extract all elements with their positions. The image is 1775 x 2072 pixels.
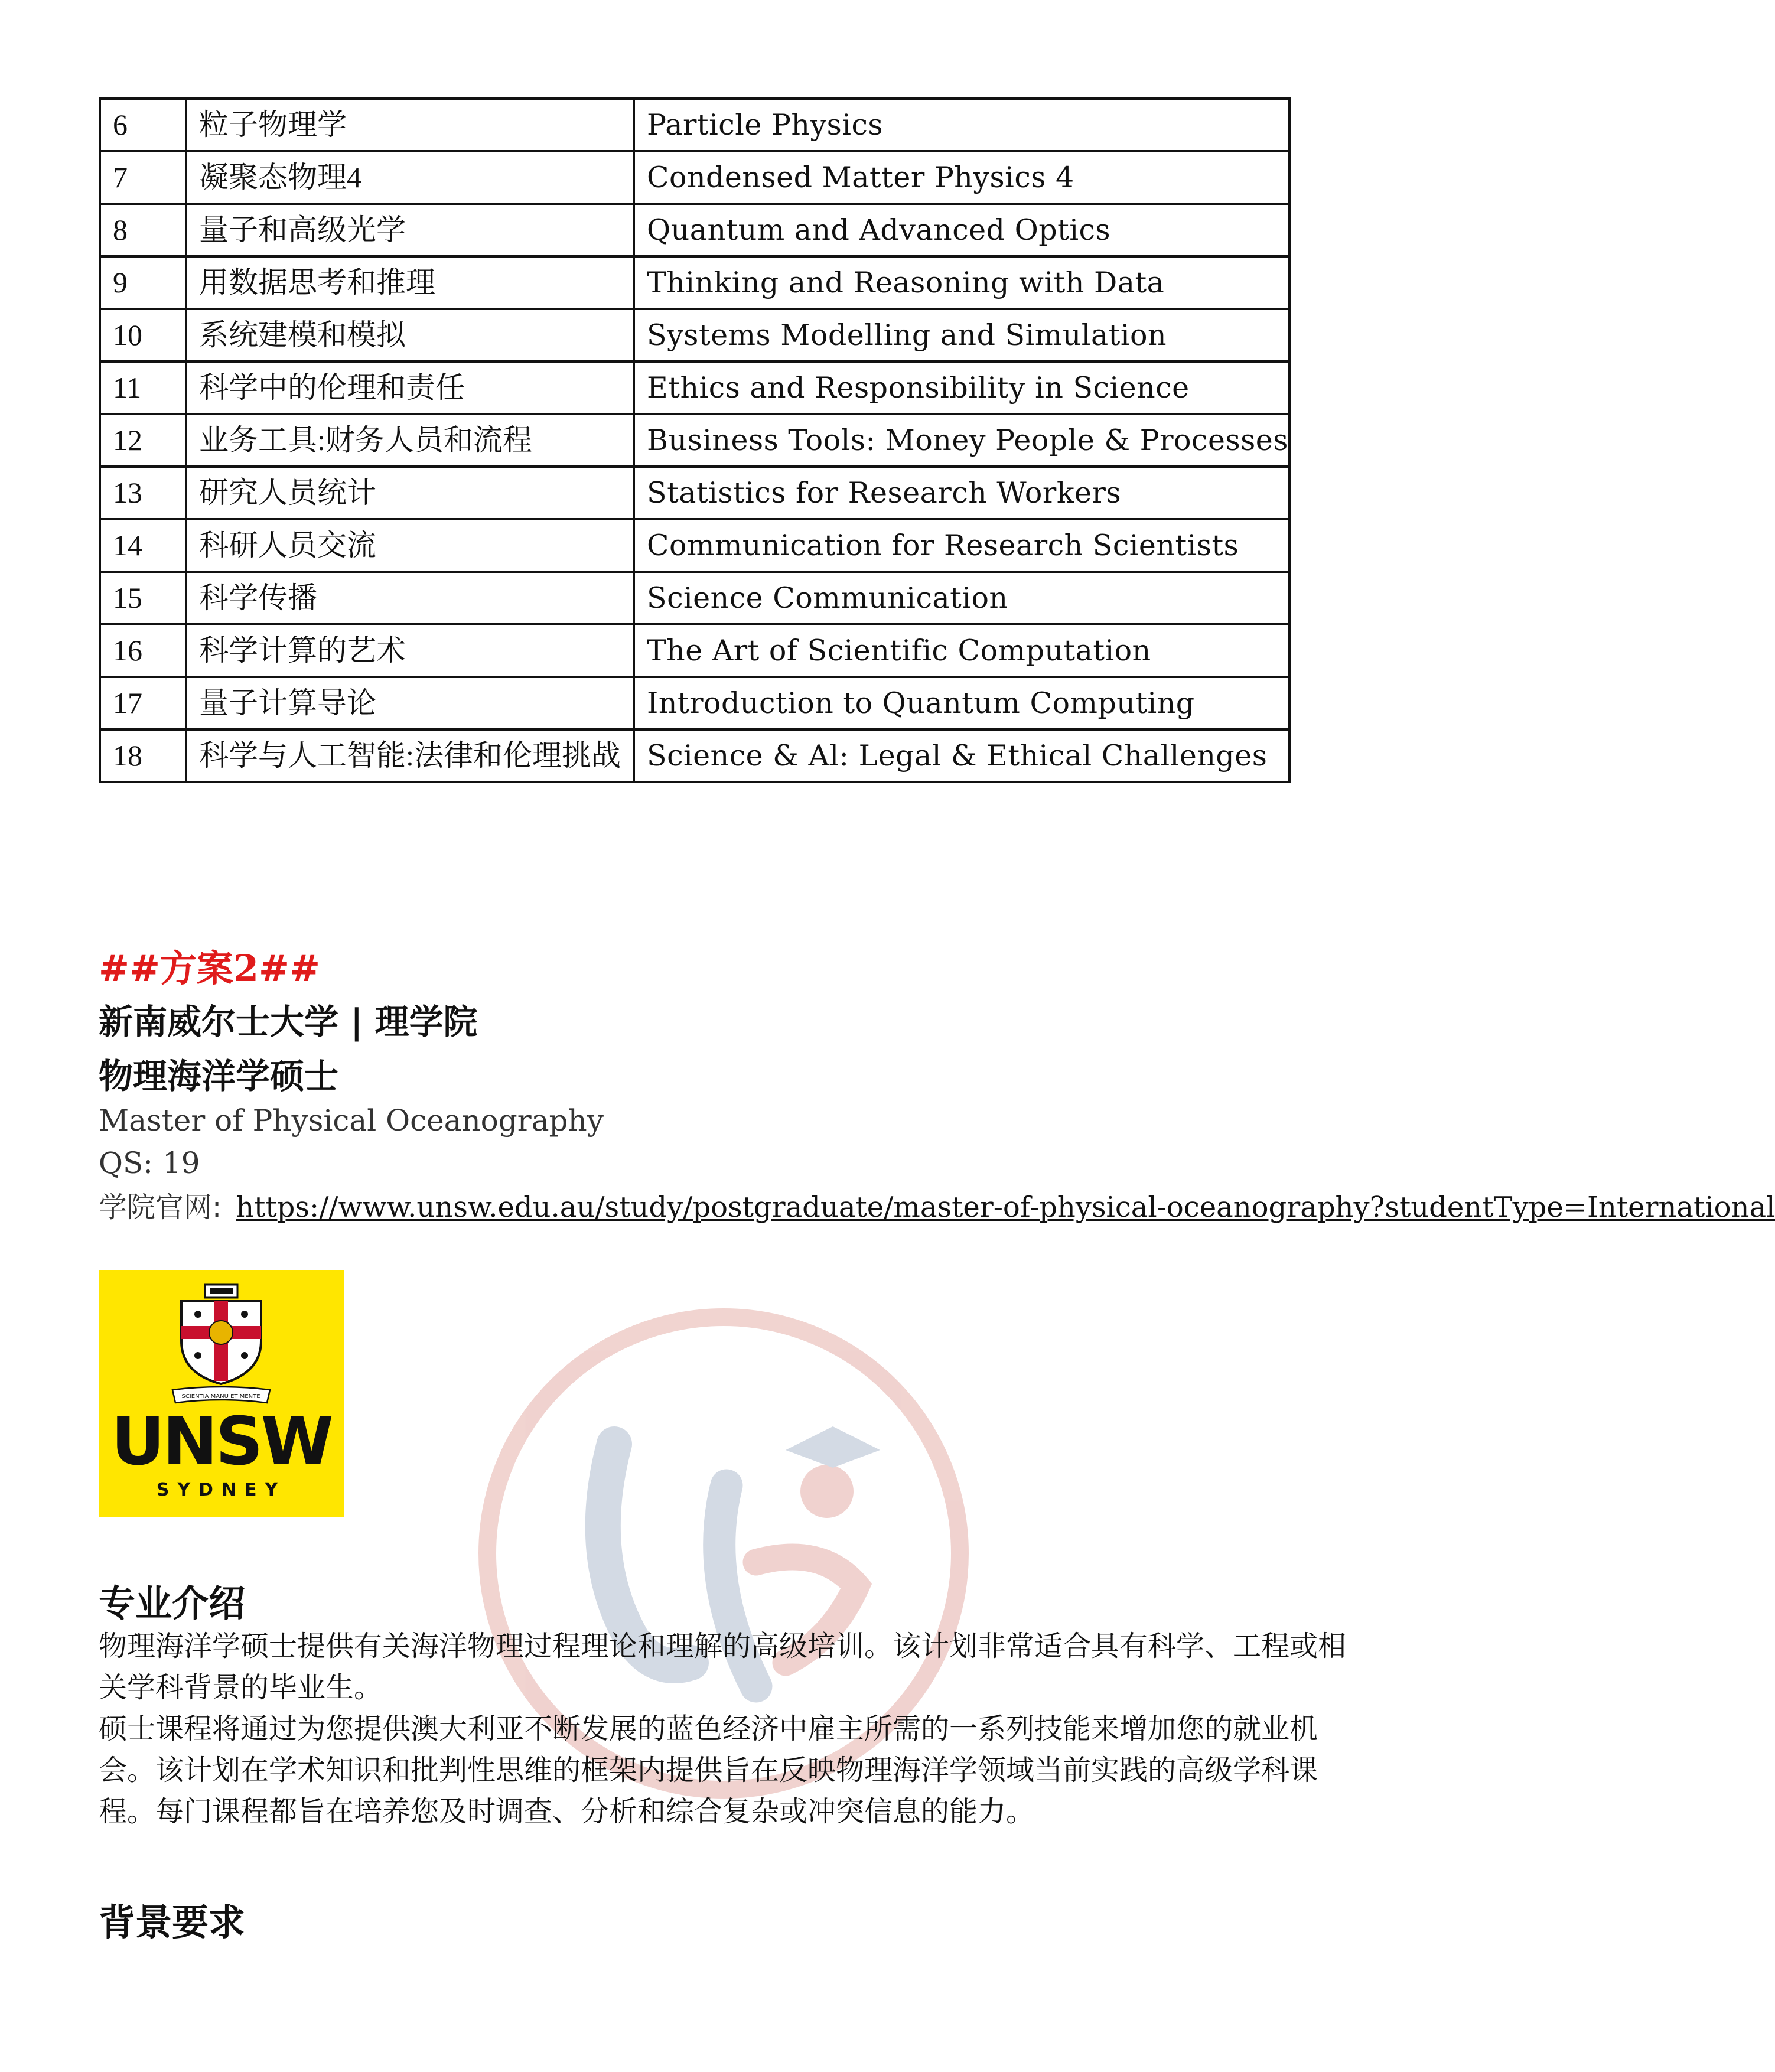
course-name-en: Thinking and Reasoning with Data (634, 256, 1289, 309)
course-name-cn: 业务工具:财务人员和流程 (186, 414, 634, 467)
course-name-cn: 用数据思考和推理 (186, 256, 634, 309)
course-name-en: Particle Physics (634, 99, 1289, 151)
intro-paragraph: 硕士课程将通过为您提供澳大利亚不断发展的蓝色经济中雇主所需的一系列技能来增加您的就业机会。该计划在学术知识和批判性思维的框架内提供旨在反映物理海洋学领域当前实践的高级学科课程。每门课程都旨在培养您及时调查、分析和综合复杂或冲突信息的能力。 (99, 1712, 1318, 1828)
course-number: 17 (100, 677, 186, 729)
course-name-en: Ethics and Responsibility in Science (634, 361, 1289, 414)
course-name-en: Communication for Research Scientists (634, 519, 1289, 572)
table-row (100, 519, 1289, 572)
course-number: 9 (100, 256, 186, 309)
course-name-cn: 科学计算的艺术 (186, 624, 634, 677)
crest-icon (175, 1285, 267, 1385)
course-number: 12 (100, 414, 186, 467)
course-name-cn: 科研人员交流 (186, 519, 634, 572)
course-name-en: Quantum and Advanced Optics (634, 204, 1289, 256)
unsw-logo (99, 1270, 344, 1517)
motto-text: SCIENTIA MANU ET MENTE (181, 1393, 260, 1400)
qs-ranking: QS: 19 (99, 1146, 200, 1180)
logo-subtitle: SYDNEY (156, 1480, 286, 1500)
official-site-link[interactable]: https://www.unsw.edu.au/study/postgraduate/master-of-physical-oceanography?studentType=International (236, 1191, 1775, 1224)
course-name-cn: 研究人员统计 (186, 467, 634, 519)
course-name-cn: 科学与人工智能:法律和伦理挑战 (186, 729, 634, 782)
course-number: 18 (100, 729, 186, 782)
course-table-body (100, 99, 1289, 782)
course-number: 15 (100, 572, 186, 624)
course-name-cn: 量子计算导论 (186, 677, 634, 729)
course-number: 8 (100, 204, 186, 256)
table-row (100, 151, 1289, 204)
logo-wordmark: UNSW (111, 1403, 331, 1480)
course-number: 11 (100, 361, 186, 414)
university-faculty-heading: 新南威尔士大学 | 理学院 (99, 1002, 478, 1042)
course-name-en: The Art of Scientific Computation (634, 624, 1289, 677)
course-table (99, 97, 1291, 783)
plan-tag: ##方案2## (99, 947, 320, 990)
background-requirements-heading: 背景要求 (99, 1901, 246, 1944)
course-name-cn: 科学中的伦理和责任 (186, 361, 634, 414)
table-row (100, 677, 1289, 729)
course-name-en: Introduction to Quantum Computing (634, 677, 1289, 729)
table-row (100, 256, 1289, 309)
table-row (100, 99, 1289, 151)
official-site-row (99, 1184, 1775, 1225)
course-name-cn: 粒子物理学 (186, 99, 634, 151)
course-number: 14 (100, 519, 186, 572)
intro-heading: 专业介绍 (99, 1582, 246, 1625)
course-name-cn: 系统建模和模拟 (186, 309, 634, 361)
course-name-cn: 凝聚态物理4 (186, 151, 634, 204)
degree-title-cn: 物理海洋学硕士 (99, 1056, 339, 1096)
course-number: 10 (100, 309, 186, 361)
course-name-cn: 量子和高级光学 (186, 204, 634, 256)
table-row (100, 204, 1289, 256)
course-number: 13 (100, 467, 186, 519)
course-number: 6 (100, 99, 186, 151)
table-row (100, 414, 1289, 467)
degree-title-en: Master of Physical Oceanography (99, 1103, 604, 1138)
table-row (100, 729, 1289, 782)
table-row (100, 572, 1289, 624)
course-name-en: Science Communication (634, 572, 1289, 624)
course-number: 7 (100, 151, 186, 204)
table-row (100, 309, 1289, 361)
table-row (100, 361, 1289, 414)
course-name-en: Science & Al: Legal & Ethical Challenges (634, 729, 1289, 782)
course-name-en: Statistics for Research Workers (634, 467, 1289, 519)
course-name-cn: 科学传播 (186, 572, 634, 624)
course-name-en: Business Tools: Money People & Processes (634, 414, 1289, 467)
course-number: 16 (100, 624, 186, 677)
intro-paragraph: 物理海洋学硕士提供有关海洋物理过程理论和理解的高级培训。该计划非常适合具有科学、工程或相关学科背景的毕业生。 (99, 1630, 1347, 1704)
table-row (100, 467, 1289, 519)
official-site-label: 学院官网: (99, 1191, 222, 1224)
table-row (100, 624, 1289, 677)
course-name-en: Systems Modelling and Simulation (634, 309, 1289, 361)
intro-body (99, 1625, 1369, 1832)
course-name-en: Condensed Matter Physics 4 (634, 151, 1289, 204)
